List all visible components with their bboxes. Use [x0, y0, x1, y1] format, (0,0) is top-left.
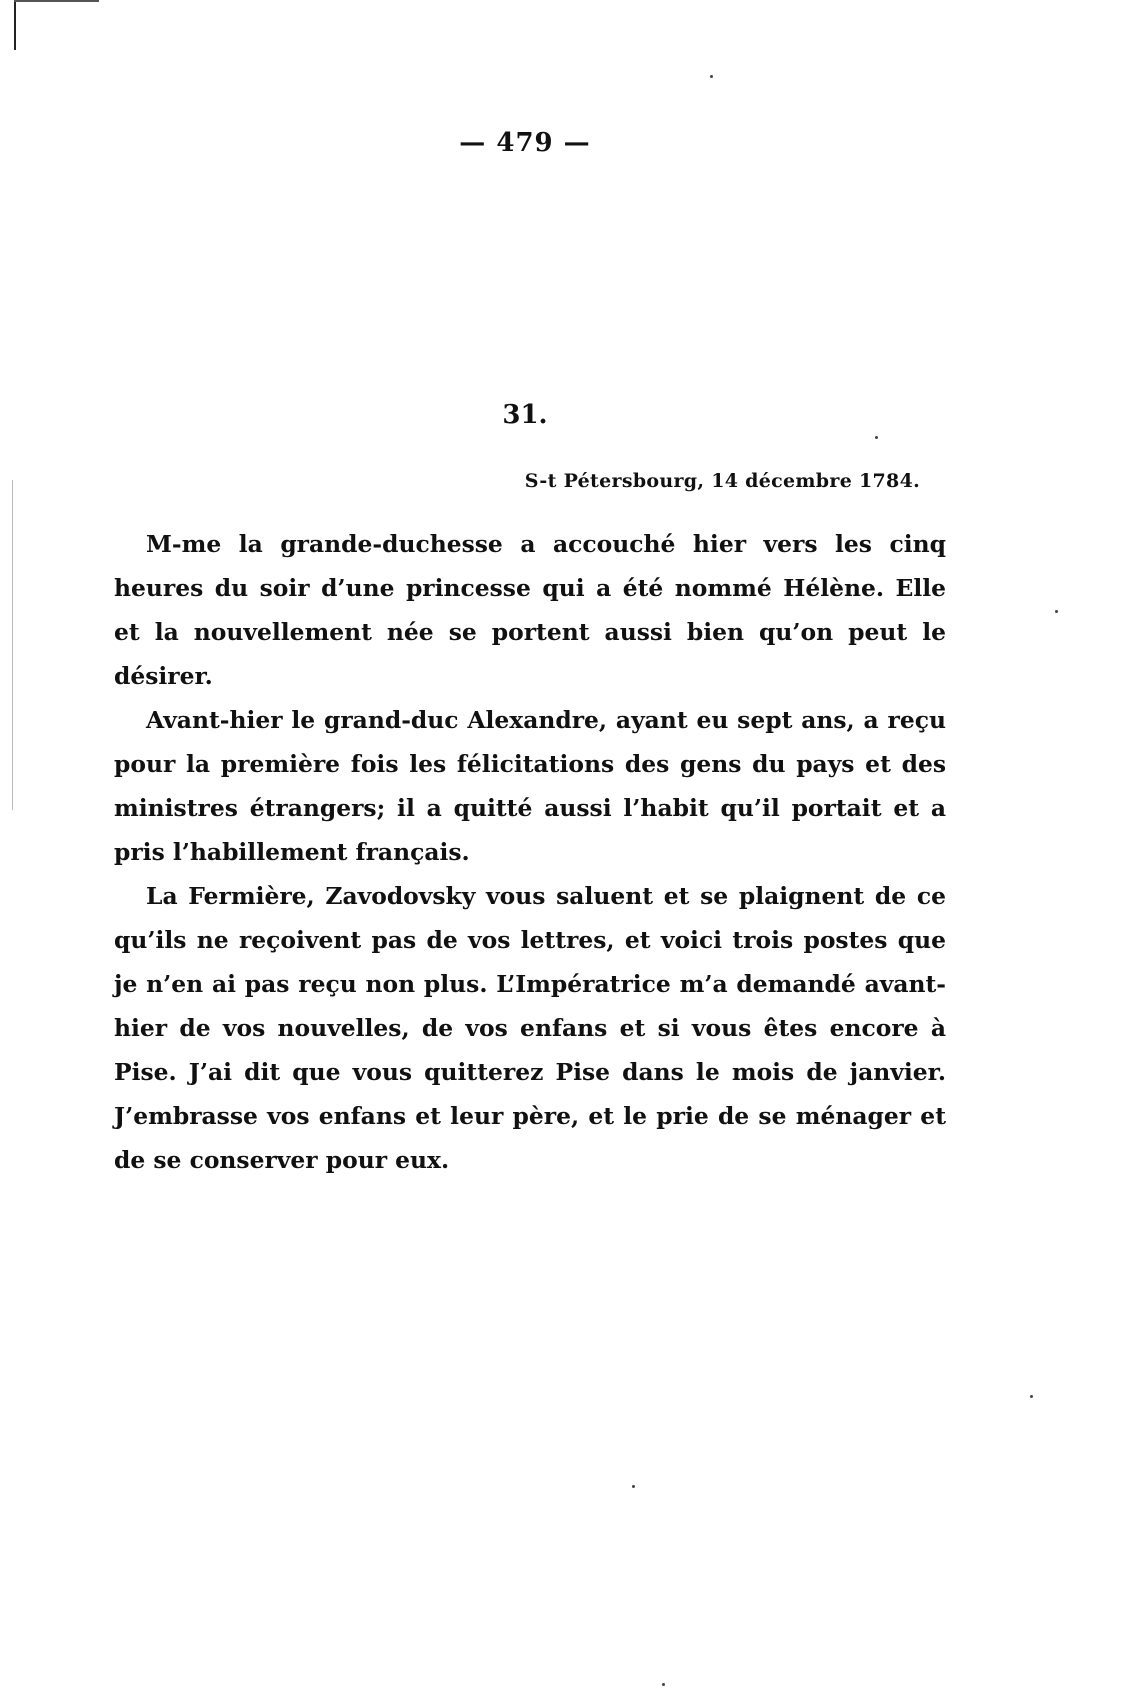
- paragraph: M-me la grande-duchesse a accouché hier vers les cinq heures du soir d’une princesse qui a été nommé Hélène. Elle et la nouvellement née se portent aussi bien qu’on peut le désirer.: [114, 530, 946, 690]
- scan-speck: [662, 1683, 665, 1686]
- letter-number: 31.: [502, 400, 548, 430]
- scan-speck: [875, 436, 878, 439]
- scan-speck: [1030, 1395, 1033, 1398]
- dateline: S-t Pétersbourg, 14 décembre 1784.: [524, 470, 920, 492]
- scan-speck: [632, 1485, 635, 1488]
- scan-border-horizontal: [14, 0, 99, 2]
- letter-body: [114, 522, 946, 1182]
- page-number: — 479 —: [459, 128, 591, 158]
- paragraph: La Fermière, Zavodovsky vous saluent et se plaignent de ce qu’ils ne reçoivent pas de vos lettres, et voici trois postes que je n’en ai pas reçu non plus. L’Impératrice m’a demandé avant-hier de vos nouvelles, de vos enfans et si vous êtes encore à Pise. J’ai dit que vous quitterez Pise dans le mois de janvier. J’embrasse vos enfans et leur père, et le prie de se ménager et de se conserver pour eux.: [114, 882, 946, 1174]
- scan-margin-line: [12, 480, 13, 810]
- scan-border-vertical: [14, 0, 16, 50]
- paragraph: Avant-hier le grand-duc Alexandre, ayant eu sept ans, a reçu pour la première fois les félicitations des gens du pays et des ministres étrangers; il a quitté aussi l’habit qu’il portait et a pris l’habillement français.: [114, 706, 946, 866]
- scan-speck: [710, 75, 713, 78]
- scan-speck: [1055, 610, 1058, 613]
